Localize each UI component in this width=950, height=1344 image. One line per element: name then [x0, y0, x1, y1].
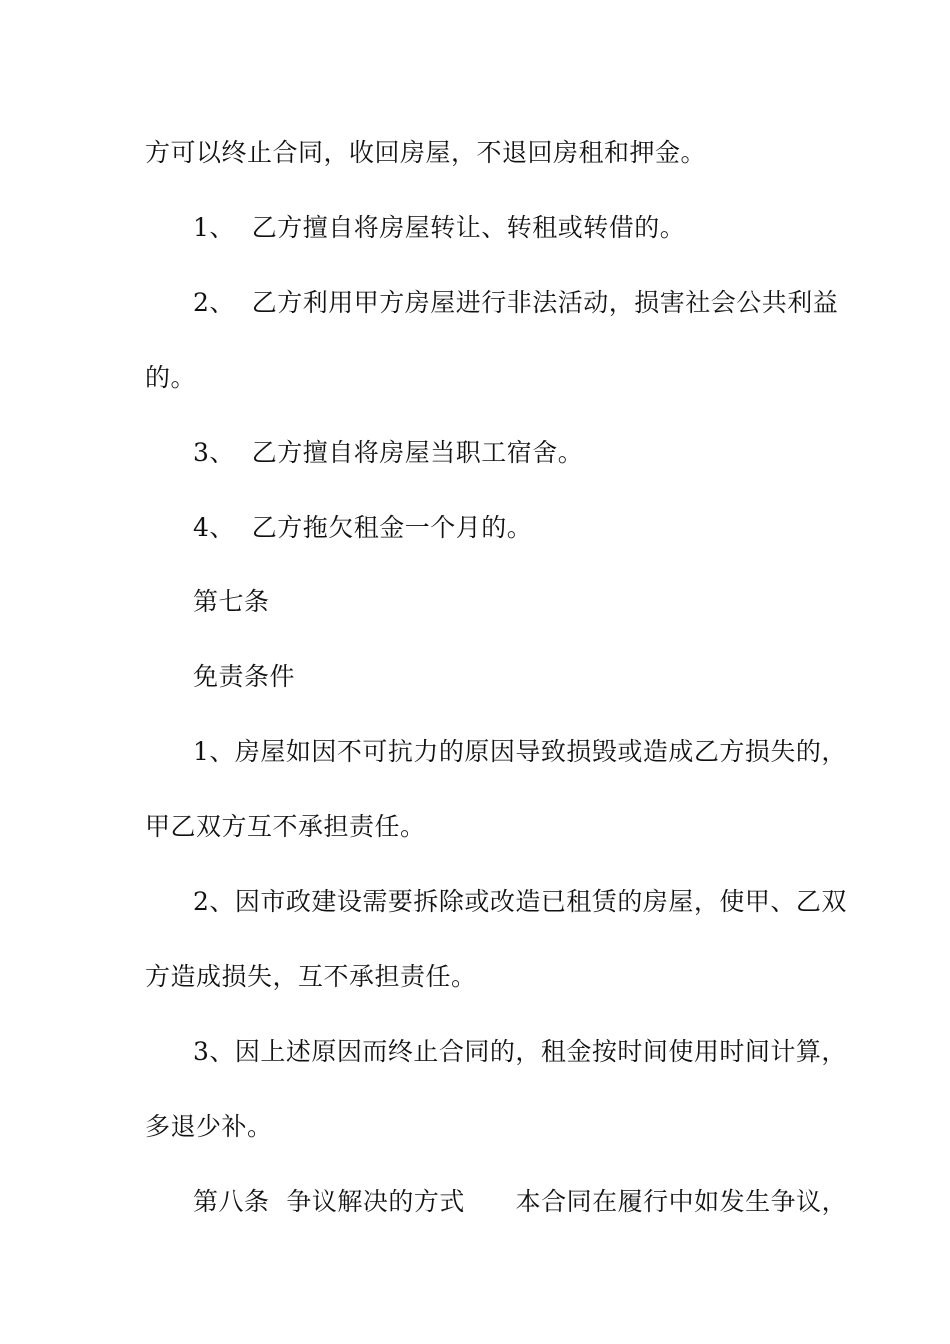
clause-item-3: 3、 乙方擅自将房屋当职工宿舍。	[193, 438, 584, 467]
exemption-item-3: 3、因上述原因而终止合同的，租金按时间使用时间计算，	[193, 1037, 847, 1066]
article-heading: 第七条	[193, 587, 270, 616]
exemption-item-1: 1、房屋如因不可抗力的原因导致损毁或造成乙方损失的，	[193, 737, 847, 766]
clause-item-2: 2、 乙方利用甲方房屋进行非法活动，损害社会公共利益	[193, 288, 839, 317]
paragraph-line: 方可以终止合同，收回房屋，不退回房租和押金。	[145, 138, 707, 167]
paragraph-line: 多退少补。	[145, 1112, 273, 1141]
section-heading: 免责条件	[193, 662, 296, 691]
clause-item-1: 1、 乙方擅自将房屋转让、转租或转借的。	[193, 213, 686, 242]
paragraph-line: 的。	[145, 363, 197, 392]
paragraph-line: 方造成损失，互不承担责任。	[145, 962, 477, 991]
paragraph-line: 甲乙双方互不承担责任。	[145, 812, 426, 841]
clause-item-4: 4、 乙方拖欠租金一个月的。	[193, 513, 533, 542]
exemption-item-2: 2、因市政建设需要拆除或改造已租赁的房屋，使甲、乙双	[193, 887, 847, 916]
article-heading: 第八条 争议解决的方式 本合同在履行中如发生争议，	[193, 1187, 848, 1216]
